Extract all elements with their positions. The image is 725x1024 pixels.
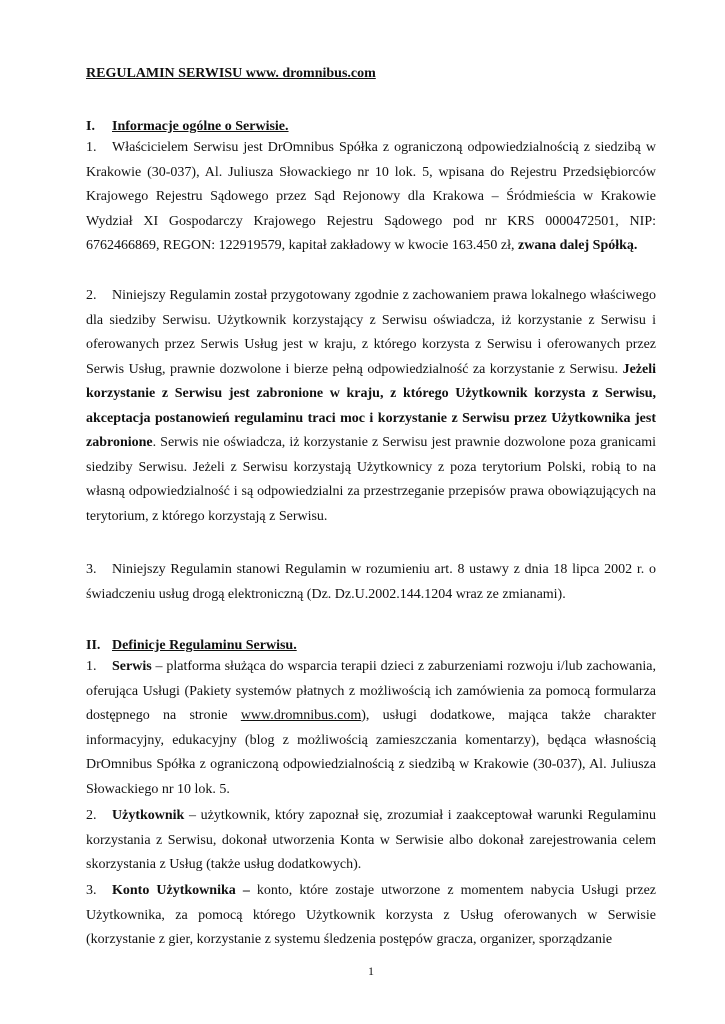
paragraph-text-continued: . Serwis nie oświadcza, iż korzystanie z Serwisu jest prawnie dozwolone poza granicami siedziby Serwisu. Jeżeli z Serwisu korzystają Użytkownicy z poza terytorium Polski, robią to na własną odpowiedzialność i są odpowiedzialni za przestrzeganie przepisów prawa obowiązujących na terytorium, z którego korzystają z Serwisu.	[86, 435, 656, 524]
term-serwis: Serwis	[112, 659, 152, 674]
paragraph-text: Niniejszy Regulamin stanowi Regulamin w rozumieniu art. 8 ustawy z dnia 18 lipca 2002 r. o świadczeniu usług drogą elektroniczną (Dz. Dz.U.2002.144.1204 wraz ze zmianami).	[86, 562, 656, 602]
page-number: 1	[368, 964, 374, 978]
section-1-heading	[86, 119, 289, 135]
paragraph-text: konto, które zostaje utworzone z momentem nabycia Usługi przez Użytkownika, za pomocą którego Użytkownik korzysta z Usług oferowanych w Serwisie (korzystanie z gier, korzystanie z systemu śledzenia postępów gracza, organizer, sporządzanie	[86, 883, 656, 947]
term-uzytkownik: Użytkownik	[112, 808, 185, 823]
section-2-paragraph-2	[86, 804, 656, 878]
paragraph-text-continued: ), usługi dodatkowe, mająca także charakter informacyjny, edukacyjny (blog z możliwością zamieszczania komentarzy), będąca własnością DrOmnibus Spółka z ograniczoną odpowiedzialnością z siedzibą w Krakowie (30-037), Al. Juliusza Słowackiego nr 10 lok. 5.	[86, 708, 656, 797]
paragraph-number: 1.	[86, 659, 97, 674]
section-1-title: Informacje ogólne o Serwisie.	[112, 119, 289, 134]
paragraph-number: 2.	[86, 808, 97, 823]
paragraph-text: – platforma służąca do wsparcia terapii dzieci z zaburzeniami rozwoju i/lub zachowania, oferująca Usługi (Pakiety systemów płatnych z możliwością ich zamówienia za pomocą formularza dostępnego na stronie	[86, 659, 656, 723]
website-link[interactable]: www.dromnibus.com	[240, 708, 362, 723]
paragraph-bold-text: Jeżeli korzystanie z Serwisu jest zabronione w kraju, z którego Użytkownik korzysta z Serwisu, akceptacja postanowień regulaminu traci moc i korzystanie z Serwisu przez Użytkownika jest zabronione	[86, 361, 656, 450]
paragraph-number: 3.	[86, 562, 97, 577]
paragraph-bold-text: zwana dalej Spółką.	[518, 238, 638, 253]
section-2-paragraph-3	[86, 879, 656, 953]
section-1-paragraph-2	[86, 284, 656, 529]
paragraph-text: Niniejszy Regulamin został przygotowany zgodnie z zachowaniem prawa lokalnego właściwego dla siedziby Serwisu. Użytkownik korzystający z Serwisu oświadcza, iż korzystanie z Serwisu i oferowanych przez Serwis Usług jest w kraju, z którego korzysta z Serwisu i oferowanych przez Serwis Usług, prawnie dozwolone i bierze pełną odpowiedzialność za korzystanie z Serwisu.	[86, 288, 656, 377]
section-1-paragraph-1	[86, 136, 656, 259]
paragraph-text: – użytkownik, który zapoznał się, zrozumiał i zaakceptował warunki Regulaminu korzystania z Serwisu, dokonał utworzenia Konta w Serwisie albo dokonał zarejestrowania celem skorzystania z Usług (także usług dodatkowych).	[86, 808, 656, 872]
paragraph-text: Właścicielem Serwisu jest DrOmnibus Spółka z ograniczoną odpowiedzialnością z siedzibą w Krakowie (30-037), Al. Juliusza Słowackiego nr 10 lok. 5, wpisana do Rejestru Przedsiębiorców Krajowego Rejestru Sądowego przez Sąd Rejonowy dla Krakowa – Śródmieścia w Krakowie Wydział XI Gospodarczy Krajowego Rejestru Sądowego pod nr KRS 0000472501, NIP: 6762466869, REGON: 122919579, kapitał zakładowy w kwocie 163.450 zł,	[86, 140, 656, 253]
document-title: REGULAMIN SERWISU www. dromnibus.com	[86, 66, 376, 81]
section-2-title: Definicje Regulaminu Serwisu.	[112, 638, 297, 653]
section-1-number: I.	[86, 119, 95, 134]
paragraph-number: 2.	[86, 288, 97, 303]
section-2-number: II.	[86, 638, 101, 653]
term-konto-uzytkownika: Konto Użytkownika –	[112, 883, 250, 898]
paragraph-number: 1.	[86, 140, 97, 155]
section-1-paragraph-3	[86, 558, 656, 607]
paragraph-number: 3.	[86, 883, 97, 898]
section-2-paragraph-1	[86, 655, 656, 802]
section-2-heading	[86, 638, 297, 654]
